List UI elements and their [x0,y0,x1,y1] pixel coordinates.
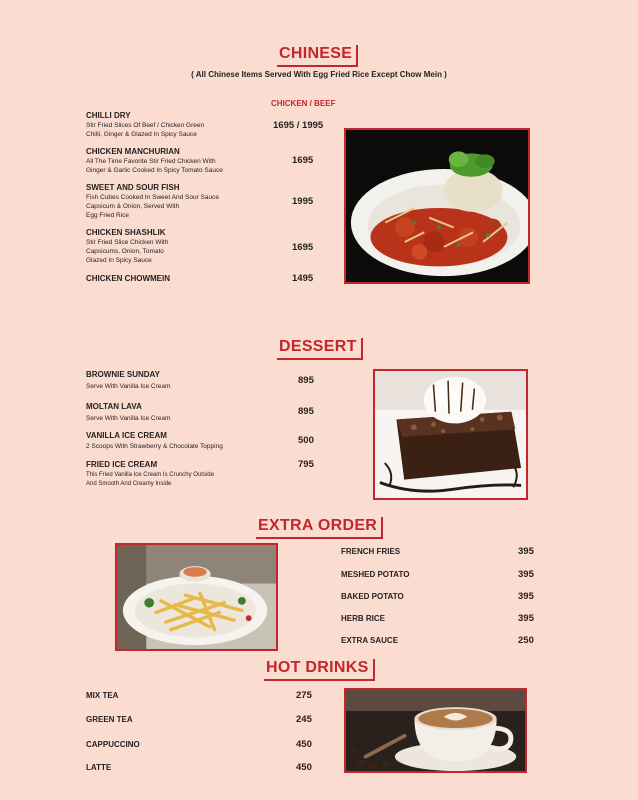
item-price: 250 [518,635,534,646]
item-desc: Stir Fried Slice Chicken With [86,239,169,246]
item-name: HERB RICE [341,614,386,623]
item-name: CHILLI DRY [86,111,131,120]
item-desc: Glazed In Spicy Sauce [86,257,152,264]
item-price: 395 [518,591,534,602]
item-name: MOLTAN LAVA [86,402,142,411]
item-price: 245 [296,714,312,725]
item-name: LATTE [86,763,112,772]
item-name: SWEET AND SOUR FISH [86,183,180,192]
item-price: 1995 [292,196,314,207]
item-price: 395 [518,613,534,624]
section-title-extra-order: EXTRA ORDER [256,517,383,539]
item-desc: Chilli, Ginger & Glazed In Spicy Sauce [86,131,197,138]
item-desc: Fish Cubes Cooked In Sweet And Sour Sauce [86,194,219,201]
item-price: 1695 [292,155,314,166]
item-name: BROWNIE SUNDAY [86,370,160,379]
item-desc: Capsicum & Onion, Served With [86,203,180,210]
item-name: CHICKEN MANCHURIAN [86,147,180,156]
item-price: 500 [298,435,314,446]
item-desc: This Fried Vanilla Ice Cream Is Crunchy Outside [86,472,214,478]
item-name: VANILLA ICE CREAM [86,431,167,440]
item-price: 895 [298,406,314,417]
item-name: BAKED POTATO [341,592,404,601]
item-desc: Stir Fried Slices Of Beef / Chicken Green [86,122,205,129]
item-price: 275 [296,690,312,701]
item-desc: Egg Fried Rice [86,212,129,219]
item-name: GREEN TEA [86,715,133,724]
section-title-dessert: DESSERT [277,338,363,360]
french-fries-photo [115,543,278,651]
chinese-column-header: CHICKEN / BEEF [271,99,336,108]
item-name: FRENCH FRIES [341,547,401,556]
section-title-hot-drinks: HOT DRINKS [264,659,375,681]
item-price: 1495 [292,273,314,284]
item-name: MIX TEA [86,691,119,700]
chinese-dish-photo [344,128,530,284]
item-price: 395 [518,569,534,580]
brownie-dessert-photo [373,369,528,500]
item-name: CHICKEN SHASHLIK [86,228,166,237]
item-price: 450 [296,739,312,750]
item-price: 1695 [292,242,314,253]
item-price: 1695 / 1995 [273,120,324,131]
item-name: FRIED ICE CREAM [86,460,158,469]
item-desc: Serve With Vanilla Ice Cream [86,415,171,422]
item-desc: Serve With Vanilla Ice Cream [86,383,171,390]
item-desc: Capsicums, Onion, Tomato [86,248,164,255]
item-desc: 2 Scoops With Strawberry & Chocolate Topping [86,443,223,450]
item-price: 895 [298,375,314,386]
cappuccino-photo [344,688,527,773]
item-price: 395 [518,546,534,557]
item-name: CAPPUCCINO [86,740,140,749]
chinese-note: ( All Chinese Items Served With Egg Fried Rice Except Chow Mein ) [191,70,447,79]
section-title-chinese: CHINESE [277,45,358,67]
item-price: 450 [296,762,312,773]
item-name: EXTRA SAUCE [341,636,399,645]
item-name: CHICKEN CHOWMEIN [86,274,170,283]
item-desc: All The Time Favorite Stir Fried Chicken With [86,158,216,165]
item-desc: Ginger & Garlic Cooked In Spicy Tomato Sauce [86,167,223,174]
item-name: MESHED POTATO [341,570,410,579]
item-desc: And Smooth And Creamy Inside [86,481,172,487]
item-price: 795 [298,459,314,470]
